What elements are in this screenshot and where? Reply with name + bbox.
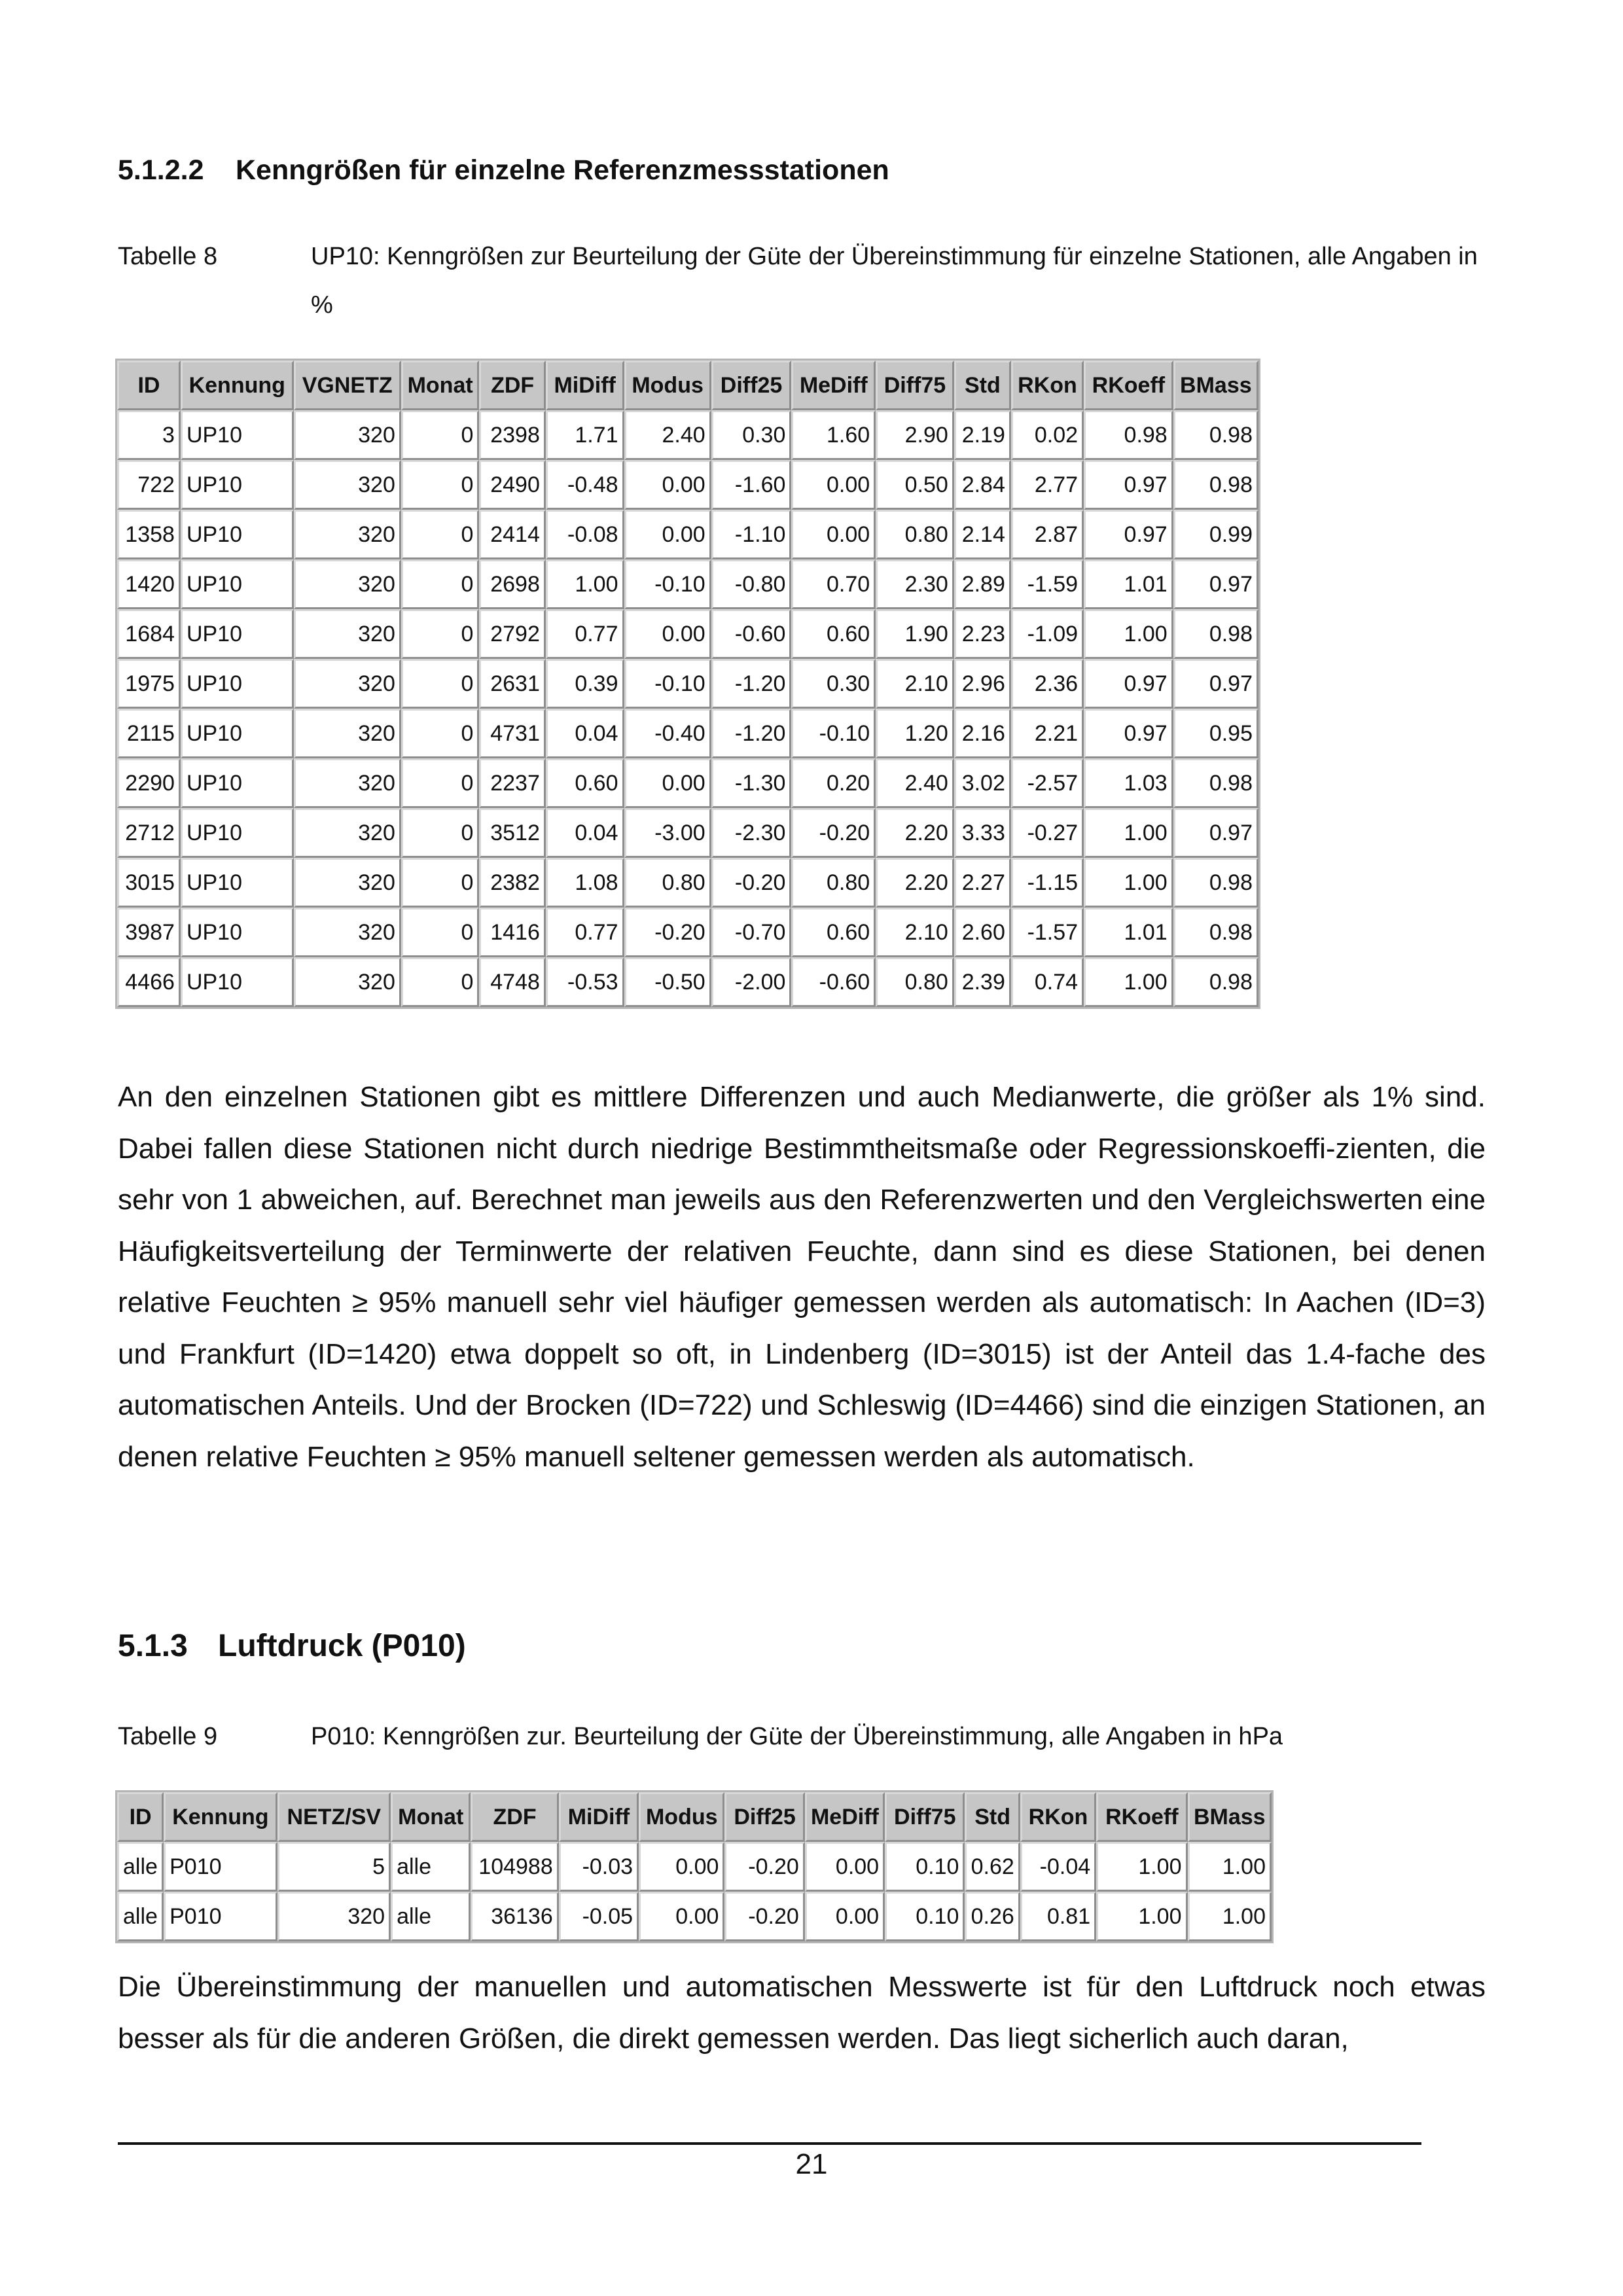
table-cell: 0 <box>401 858 480 908</box>
column-header: Diff25 <box>724 1792 804 1842</box>
table-cell: 0.50 <box>876 460 954 510</box>
table-cell: 3512 <box>479 808 545 858</box>
table-cell: UP10 <box>181 808 294 858</box>
table-cell: 2.40 <box>624 410 711 460</box>
column-header: Modus <box>639 1792 724 1842</box>
table-cell: 2.10 <box>876 908 954 957</box>
table-cell: 1684 <box>117 609 181 659</box>
table-cell: 320 <box>294 460 401 510</box>
table-cell: 2398 <box>479 410 545 460</box>
table-cell: alle <box>117 1842 164 1892</box>
table-cell: -0.20 <box>791 808 876 858</box>
table-cell: 2290 <box>117 758 181 808</box>
table-row <box>117 609 1258 659</box>
table-cell: 2490 <box>479 460 545 510</box>
table-cell: 2115 <box>117 709 181 758</box>
table-cell: 0.00 <box>639 1892 724 1941</box>
table-cell: -0.70 <box>711 908 792 957</box>
table-cell: -0.05 <box>559 1892 639 1941</box>
table-cell: 1420 <box>117 559 181 609</box>
table-row <box>117 559 1258 609</box>
table-cell: 320 <box>294 908 401 957</box>
table-cell: 104988 <box>471 1842 558 1892</box>
table-cell: 1.01 <box>1084 908 1173 957</box>
table-cell: 1.08 <box>546 858 624 908</box>
table-cell: 0.62 <box>965 1842 1020 1892</box>
table-cell: -1.30 <box>711 758 792 808</box>
table-cell: alle <box>117 1892 164 1941</box>
table-cell: 3015 <box>117 858 181 908</box>
table-cell: 2382 <box>479 858 545 908</box>
table-cell: -0.60 <box>791 957 876 1007</box>
table-cell: 320 <box>294 659 401 709</box>
body-paragraph-2: Die Übereinstimmung der manuellen und automatischen Messwerte ist für den Luftdruck noch etwas besser als für die anderen Größen, die direkt gemessen werden. Das liegt sicherlich auch daran, <box>118 1971 1486 2055</box>
table-cell: 0.97 <box>1084 510 1173 559</box>
table-cell: 0.98 <box>1173 858 1258 908</box>
table-cell: P010 <box>164 1842 277 1892</box>
section-heading-5-1-2-2 <box>118 154 889 186</box>
column-header: Kennung <box>181 361 294 410</box>
table-cell: alle <box>391 1842 471 1892</box>
table-cell: 3987 <box>117 908 181 957</box>
table-cell: -0.80 <box>711 559 792 609</box>
table-cell: 0.10 <box>885 1892 965 1941</box>
table-cell: 0 <box>401 559 480 609</box>
table-cell: 2712 <box>117 808 181 858</box>
table-cell: 0.74 <box>1011 957 1084 1007</box>
table-cell: 0.39 <box>546 659 624 709</box>
table-cell: UP10 <box>181 559 294 609</box>
table-cell: 0.26 <box>965 1892 1020 1941</box>
table-cell: 0.97 <box>1084 460 1173 510</box>
table-cell: 0.00 <box>791 460 876 510</box>
table-cell: 1358 <box>117 510 181 559</box>
table-cell: 1.00 <box>1096 1892 1187 1941</box>
table-cell: 1.00 <box>1084 808 1173 858</box>
table-cell: 0.00 <box>805 1892 885 1941</box>
table-cell: 1.00 <box>1084 858 1173 908</box>
table-cell: 2237 <box>479 758 545 808</box>
table-cell: 0.98 <box>1173 460 1258 510</box>
table-cell: UP10 <box>181 858 294 908</box>
table-cell: 2792 <box>479 609 545 659</box>
table-cell: 1416 <box>479 908 545 957</box>
table-cell: 2414 <box>479 510 545 559</box>
table-cell: 0.70 <box>791 559 876 609</box>
column-header: Std <box>954 361 1011 410</box>
table-cell: 2.20 <box>876 858 954 908</box>
table-label: Tabelle 8 <box>118 243 218 270</box>
column-header: NETZ/SV <box>277 1792 391 1842</box>
table-cell: 320 <box>294 858 401 908</box>
table-cell: UP10 <box>181 758 294 808</box>
table-cell: -0.60 <box>711 609 792 659</box>
table-cell: -0.20 <box>624 908 711 957</box>
table-cell: 2.14 <box>954 510 1011 559</box>
table-cell: 0.98 <box>1084 410 1173 460</box>
table-cell: 0.97 <box>1173 808 1258 858</box>
table-cell: alle <box>391 1892 471 1941</box>
table-cell: 0.00 <box>639 1842 724 1892</box>
table-cell: 0.30 <box>711 410 792 460</box>
table-cell: UP10 <box>181 410 294 460</box>
column-header: RKon <box>1011 361 1084 410</box>
table-cell: -1.20 <box>711 659 792 709</box>
table-cell: 0 <box>401 460 480 510</box>
column-header: MeDiff <box>791 361 876 410</box>
table-cell: 0.99 <box>1173 510 1258 559</box>
table-cell: -0.10 <box>791 709 876 758</box>
table-cell: 0 <box>401 758 480 808</box>
table-cell: 320 <box>294 709 401 758</box>
table-cell: -1.15 <box>1011 858 1084 908</box>
table-cell: 4748 <box>479 957 545 1007</box>
table-cell: 0.60 <box>791 908 876 957</box>
section-title: Luftdruck (P010) <box>218 1629 466 1663</box>
table-caption-text: P010: Kenngrößen zur. Beurteilung der Güte der Übereinstimmung, alle Angaben in hPa <box>311 1723 1283 1750</box>
table-cell: -1.59 <box>1011 559 1084 609</box>
table-cell: 0.77 <box>546 908 624 957</box>
table-cell: -0.10 <box>624 559 711 609</box>
table-cell: 320 <box>294 758 401 808</box>
table-cell: 0.00 <box>624 510 711 559</box>
table-cell: -0.27 <box>1011 808 1084 858</box>
table-cell: 0 <box>401 709 480 758</box>
table-cell: -1.20 <box>711 709 792 758</box>
column-header: ZDF <box>471 1792 558 1842</box>
table-row <box>117 957 1258 1007</box>
table-8-caption <box>118 232 1486 329</box>
table-cell: 320 <box>294 410 401 460</box>
table-cell: -1.57 <box>1011 908 1084 957</box>
table-cell: 2.77 <box>1011 460 1084 510</box>
column-header: MiDiff <box>559 1792 639 1842</box>
table-cell: 2.30 <box>876 559 954 609</box>
table-cell: UP10 <box>181 659 294 709</box>
table-cell: 0.10 <box>885 1842 965 1892</box>
column-header: ID <box>117 1792 164 1842</box>
table-cell: -0.04 <box>1020 1842 1096 1892</box>
table-cell: 2.90 <box>876 410 954 460</box>
table-cell: 0 <box>401 957 480 1007</box>
table-cell: 320 <box>294 559 401 609</box>
table-cell: 36136 <box>471 1892 558 1941</box>
column-header: RKoeff <box>1084 361 1173 410</box>
table-cell: 0 <box>401 510 480 559</box>
table-cell: 1.01 <box>1084 559 1173 609</box>
column-header: RKon <box>1020 1792 1096 1842</box>
table-cell: 0.80 <box>876 510 954 559</box>
table-cell: 2698 <box>479 559 545 609</box>
table-cell: 2.84 <box>954 460 1011 510</box>
table-cell: 0.04 <box>546 709 624 758</box>
table-cell: 0.02 <box>1011 410 1084 460</box>
table-cell: 320 <box>294 609 401 659</box>
table-cell: 0 <box>401 659 480 709</box>
table-cell: 0.80 <box>876 957 954 1007</box>
table-cell: -0.53 <box>546 957 624 1007</box>
table-cell: 1.60 <box>791 410 876 460</box>
table-cell: -0.50 <box>624 957 711 1007</box>
table-cell: 0.60 <box>791 609 876 659</box>
table-row <box>117 858 1258 908</box>
table-cell: 0.77 <box>546 609 624 659</box>
table-cell: 3.02 <box>954 758 1011 808</box>
table-cell: 4731 <box>479 709 545 758</box>
column-header: VGNETZ <box>294 361 401 410</box>
table-cell: 722 <box>117 460 181 510</box>
table-row <box>117 808 1258 858</box>
table-cell: -0.08 <box>546 510 624 559</box>
table-cell: P010 <box>164 1892 277 1941</box>
table-cell: UP10 <box>181 460 294 510</box>
table-cell: 320 <box>294 510 401 559</box>
column-header: Std <box>965 1792 1020 1842</box>
table-9 <box>115 1790 1274 1943</box>
table-cell: 0.80 <box>624 858 711 908</box>
table-cell: 320 <box>294 808 401 858</box>
table-cell: -0.10 <box>624 659 711 709</box>
body-paragraph-1: An den einzelnen Stationen gibt es mittlere Differenzen und auch Medianwerte, die größer als 1% sind. Dabei fallen diese Stationen nicht durch niedrige Bestimmtheitsmaße oder Regressionskoeffi-zienten, die sehr von 1 abweichen, auf. Berechnet man jeweils aus den Referenzwerten und den Vergleichswerten eine Häufigkeitsverteilung der Terminwerte der relativen Feuchte, dann sind es diese Stationen, bei denen relative Feuchten ≥ 95% manuell sehr viel häufiger gemessen werden als automatisch: In Aachen (ID=3) und Frankfurt (ID=1420) etwa doppelt so oft, in Lindenberg (ID=3015) ist der Anteil das 1.4-fache des automatischen Anteils. Und der Brocken (ID=722) und Schleswig (ID=4466) sind die einzigen Stationen, an denen relative Feuchten ≥ 95% manuell seltener gemessen werden als automatisch. <box>118 1081 1486 1473</box>
column-header: Modus <box>624 361 711 410</box>
table-cell: -0.40 <box>624 709 711 758</box>
table-cell: 0 <box>401 808 480 858</box>
table-cell: -2.30 <box>711 808 792 858</box>
table-cell: 0.97 <box>1173 559 1258 609</box>
table-cell: -0.20 <box>724 1842 804 1892</box>
table-cell: 0 <box>401 908 480 957</box>
table-header-row <box>117 361 1258 410</box>
table-caption-text: UP10: Kenngrößen zur Beurteilung der Güte der Übereinstimmung für einzelne Stationen, alle Angaben in % <box>311 243 1478 319</box>
column-header: BMass <box>1188 1792 1272 1842</box>
table-cell: 1.90 <box>876 609 954 659</box>
table-cell: 320 <box>294 957 401 1007</box>
table-cell: 2.20 <box>876 808 954 858</box>
table-cell: 1.20 <box>876 709 954 758</box>
table-cell: 0.98 <box>1173 609 1258 659</box>
table-cell: 320 <box>277 1892 391 1941</box>
table-cell: UP10 <box>181 957 294 1007</box>
table-cell: 2.40 <box>876 758 954 808</box>
table-row <box>117 908 1258 957</box>
table-cell: -1.09 <box>1011 609 1084 659</box>
section-number: 5.1.2.2 <box>118 154 204 186</box>
column-header: Monat <box>401 361 480 410</box>
table-cell: UP10 <box>181 908 294 957</box>
table-cell: 2.10 <box>876 659 954 709</box>
table-cell: 1.00 <box>1096 1842 1187 1892</box>
table-cell: 0.98 <box>1173 410 1258 460</box>
table-cell: 0.20 <box>791 758 876 808</box>
table-cell: 2.19 <box>954 410 1011 460</box>
column-header: ID <box>117 361 181 410</box>
table-8 <box>115 359 1260 1009</box>
table-cell: 0.81 <box>1020 1892 1096 1941</box>
table-cell: 2.21 <box>1011 709 1084 758</box>
table-cell: 2.27 <box>954 858 1011 908</box>
table-cell: 0.00 <box>805 1842 885 1892</box>
table-cell: UP10 <box>181 709 294 758</box>
table-cell: 0.80 <box>791 858 876 908</box>
table-cell: 2.23 <box>954 609 1011 659</box>
column-header: Monat <box>391 1792 471 1842</box>
table-cell: -1.60 <box>711 460 792 510</box>
table-row <box>117 758 1258 808</box>
table-cell: 2.87 <box>1011 510 1084 559</box>
section-heading-5-1-3 <box>118 1628 466 1664</box>
table-cell: 2.16 <box>954 709 1011 758</box>
table-cell: 1.00 <box>1188 1892 1272 1941</box>
table-cell: 0.98 <box>1173 957 1258 1007</box>
column-header: Diff75 <box>876 361 954 410</box>
table-cell: -2.00 <box>711 957 792 1007</box>
table-cell: 5 <box>277 1842 391 1892</box>
table-cell: 0.97 <box>1084 709 1173 758</box>
table-row <box>117 410 1258 460</box>
table-cell: 0.00 <box>624 609 711 659</box>
table-cell: 2.39 <box>954 957 1011 1007</box>
table-cell: 1.00 <box>1084 609 1173 659</box>
table-cell: 2631 <box>479 659 545 709</box>
table-cell: 2.60 <box>954 908 1011 957</box>
table-row <box>117 1842 1272 1892</box>
table-row <box>117 659 1258 709</box>
table-cell: UP10 <box>181 510 294 559</box>
table-cell: 4466 <box>117 957 181 1007</box>
table-cell: -1.10 <box>711 510 792 559</box>
table-cell: 2.89 <box>954 559 1011 609</box>
table-cell: 0 <box>401 410 480 460</box>
table-cell: UP10 <box>181 609 294 659</box>
table-cell: 1.03 <box>1084 758 1173 808</box>
table-cell: 1.00 <box>1188 1842 1272 1892</box>
table-cell: -2.57 <box>1011 758 1084 808</box>
table-cell: 0 <box>401 609 480 659</box>
table-label: Tabelle 9 <box>118 1723 218 1750</box>
table-cell: 1.71 <box>546 410 624 460</box>
table-cell: 3.33 <box>954 808 1011 858</box>
table-row <box>117 709 1258 758</box>
column-header: MeDiff <box>805 1792 885 1842</box>
column-header: BMass <box>1173 361 1258 410</box>
column-header: Kennung <box>164 1792 277 1842</box>
column-header: Diff25 <box>711 361 792 410</box>
table-cell: -0.03 <box>559 1842 639 1892</box>
table-header-row <box>117 1792 1272 1842</box>
table-cell: 2.36 <box>1011 659 1084 709</box>
table-cell: 0.00 <box>624 758 711 808</box>
table-cell: -0.20 <box>711 858 792 908</box>
table-cell: -3.00 <box>624 808 711 858</box>
column-header: RKoeff <box>1096 1792 1187 1842</box>
table-row <box>117 1892 1272 1941</box>
table-cell: 1975 <box>117 659 181 709</box>
table-cell: 0.97 <box>1173 659 1258 709</box>
table-row <box>117 460 1258 510</box>
page-number: 21 <box>795 2148 828 2180</box>
table-cell: 0.97 <box>1084 659 1173 709</box>
table-cell: 0.98 <box>1173 758 1258 808</box>
table-cell: 3 <box>117 410 181 460</box>
table-row <box>117 510 1258 559</box>
table-cell: 0.30 <box>791 659 876 709</box>
table-cell: 0.95 <box>1173 709 1258 758</box>
footer-rule <box>118 2142 1421 2145</box>
column-header: ZDF <box>479 361 545 410</box>
table-cell: 1.00 <box>546 559 624 609</box>
table-cell: 0.98 <box>1173 908 1258 957</box>
table-cell: -0.48 <box>546 460 624 510</box>
table-cell: 1.00 <box>1084 957 1173 1007</box>
table-9-caption <box>118 1712 1486 1761</box>
table-cell: 0.60 <box>546 758 624 808</box>
section-number: 5.1.3 <box>118 1629 188 1663</box>
section-title: Kenngrößen für einzelne Referenzmessstationen <box>236 154 889 186</box>
table-cell: 0.04 <box>546 808 624 858</box>
table-cell: 2.96 <box>954 659 1011 709</box>
column-header: Diff75 <box>885 1792 965 1842</box>
table-cell: 0.00 <box>624 460 711 510</box>
column-header: MiDiff <box>546 361 624 410</box>
table-cell: -0.20 <box>724 1892 804 1941</box>
table-cell: 0.00 <box>791 510 876 559</box>
